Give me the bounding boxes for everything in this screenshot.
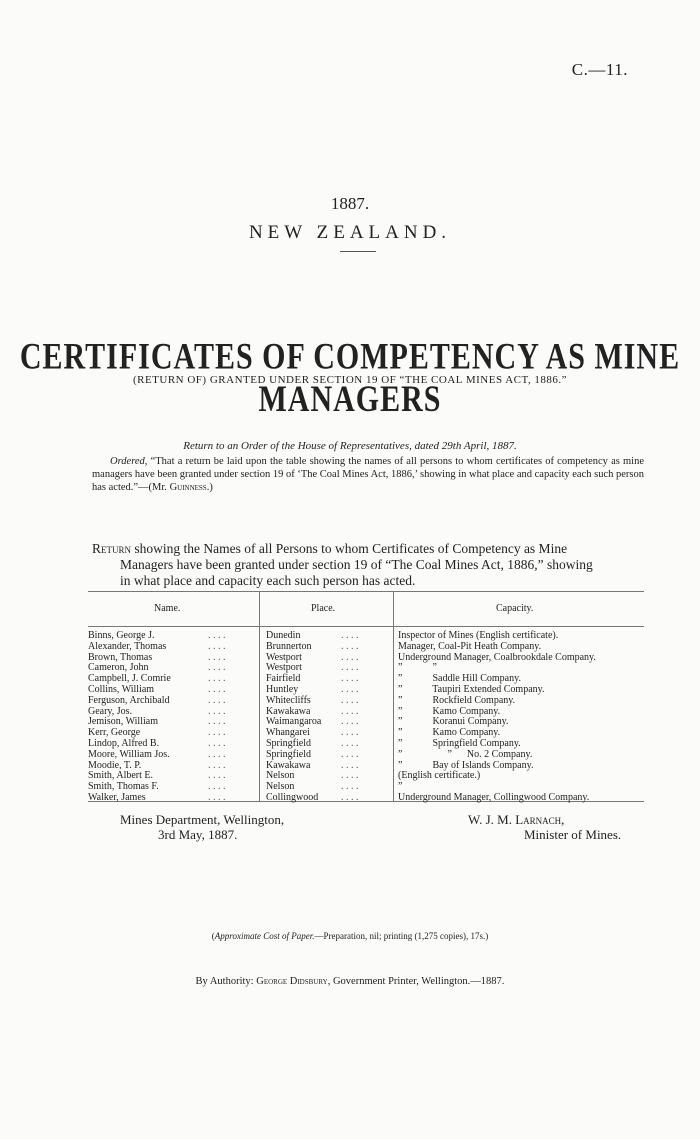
- table-cell-place: Kawakawa: [266, 759, 311, 771]
- signer-name: W. J. M. Larnach,: [468, 812, 565, 827]
- leader-dots: . . . .: [341, 694, 359, 706]
- leader-dots: . . . .: [341, 791, 359, 803]
- table-cell-capacity: ” Saddle Hill Company.: [398, 673, 521, 685]
- table-cell-name: Jemison, William: [88, 716, 158, 728]
- leader-dots: . . . .: [341, 662, 359, 674]
- table-cell-name: Smith, Thomas F.: [88, 781, 159, 793]
- table-cell-place: Huntley: [266, 683, 299, 695]
- leader-dots: . . . .: [208, 737, 226, 749]
- return-lead: Return: [92, 541, 132, 556]
- return-heading: [92, 541, 644, 589]
- ordered-word: Ordered,: [110, 456, 148, 467]
- return-line-2: Managers have been granted under section 19 of “The Coal Mines Act, 1886,” showing: [120, 557, 593, 572]
- cost-note: (Approximate Cost of Paper.—Preparation, nil; printing (1,275 copies), 17s.): [211, 931, 489, 941]
- table-cell-name: Cameron, John: [88, 662, 149, 674]
- table-cell-name: Alexander, Thomas: [88, 640, 167, 652]
- table-cell-name: Collins, William: [88, 683, 155, 695]
- table-cell-place: Brunnerton: [266, 640, 312, 652]
- return-line-1: showing the Names of all Persons to whom Certificates of Competency as Mine: [134, 541, 568, 556]
- table-cell-place: Springfield: [266, 737, 311, 749]
- leader-dots: . . . .: [341, 640, 359, 652]
- table-cell-name: Walker, James: [88, 791, 146, 803]
- order-heading: Return to an Order of the House of Representatives, dated 29th April, 1887.: [183, 440, 517, 452]
- return-line-3: in what place and capacity each such person has acted.: [120, 573, 416, 588]
- page-subtitle: (RETURN OF) GRANTED UNDER SECTION 19 OF “THE COAL MINES ACT, 1886.”: [132, 374, 568, 386]
- page-title: CERTIFICATES OF COMPETENCY AS MINE MANAGERS: [19, 336, 681, 420]
- leader-dots: . . . .: [208, 640, 226, 652]
- imprint-suffix: Government Printer, Wellington.—1887.: [332, 976, 505, 987]
- leader-dots: . . . .: [208, 683, 226, 695]
- leader-dots: . . . .: [341, 630, 359, 641]
- leader-dots: . . . .: [208, 759, 226, 771]
- leader-dots: . . . .: [208, 694, 226, 706]
- order-member: Guinness.): [169, 482, 213, 493]
- date-line: 3rd May, 1887.: [158, 827, 238, 842]
- leader-dots: . . . .: [208, 630, 226, 641]
- leader-dots: . . . .: [341, 705, 359, 717]
- table-cell-name: Binns, George J.: [88, 630, 155, 641]
- leader-dots: . . . .: [208, 781, 226, 793]
- place-leaders: [341, 631, 359, 804]
- signer-title: Minister of Mines.: [524, 827, 622, 842]
- year: 1887.: [330, 194, 370, 213]
- country: NEW ZEALAND.: [248, 222, 452, 243]
- table-cell-place: Dunedin: [266, 630, 301, 641]
- cost-text: —Preparation, nil; printing (1,275 copies), 17s.: [314, 931, 486, 941]
- table-cell-place: Collingwood: [266, 791, 319, 803]
- column-header-place: Place.: [311, 603, 336, 614]
- cost-label: Approximate Cost of Paper.: [214, 931, 315, 941]
- table-cell-place: Springfield: [266, 748, 311, 760]
- name-column: [88, 631, 171, 804]
- leader-dots: . . . .: [208, 716, 226, 728]
- column-header-name: Name.: [154, 603, 181, 614]
- divider: [340, 251, 376, 252]
- table-cell-place: Westport: [266, 662, 302, 674]
- leader-dots: . . . .: [208, 727, 226, 739]
- signer-block: [468, 812, 621, 842]
- leader-dots: . . . .: [208, 705, 226, 717]
- leader-dots: . . . .: [208, 662, 226, 674]
- table-cell-capacity: Underground Manager, Coalbrookdale Company.: [398, 651, 596, 663]
- leader-dots: . . . .: [341, 683, 359, 695]
- table-top-rule: [88, 591, 644, 592]
- table-cell-capacity: Underground Manager, Collingwood Company.: [398, 791, 590, 803]
- imprint-prefix: By Authority:: [195, 976, 254, 987]
- table-cell-name: Lindop, Alfred B.: [88, 737, 160, 749]
- table-cell-name: Smith, Albert E.: [88, 770, 153, 782]
- table-cell-capacity: ” ” No. 2 Company.: [398, 748, 533, 760]
- leader-dots: . . . .: [341, 651, 359, 663]
- table-cell-capacity: ” ”: [398, 662, 437, 674]
- table-cell-place: Westport: [266, 651, 302, 663]
- table-cell-capacity: ” Kamo Company.: [398, 727, 501, 739]
- order-body: “That a return be laid upon the table showing the names of all persons to whom certificates of competency as mine managers have been granted under section 19 of ‘The Coal Mines Act, 1886,’ showing in what place and capacity each such person has acted.”—(Mr.: [92, 456, 645, 493]
- table-cell-capacity: (English certificate.): [398, 770, 481, 782]
- table-cell-capacity: ” Taupiri Extended Company.: [398, 683, 545, 695]
- table-cell-place: Kawakawa: [266, 705, 311, 717]
- table-cell-name: Moodie, T. P.: [88, 759, 142, 771]
- name-leaders: [208, 631, 226, 804]
- leader-dots: . . . .: [341, 727, 359, 739]
- table-cell-place: Fairfield: [266, 673, 301, 685]
- leader-dots: . . . .: [341, 770, 359, 782]
- table-cell-name: Campbell, J. Comrie: [88, 673, 171, 685]
- leader-dots: . . . .: [208, 791, 226, 803]
- leader-dots: . . . .: [341, 748, 359, 760]
- table-cell-capacity: Inspector of Mines (English certificate).: [398, 630, 559, 641]
- table-cell-capacity: ” Kamo Company.: [398, 705, 501, 717]
- table-cell-place: Nelson: [266, 770, 295, 782]
- table-cell-place: Whitecliffs: [266, 694, 311, 706]
- leader-dots: . . . .: [341, 673, 359, 685]
- document-reference: C.—11.: [571, 60, 628, 79]
- table-cell-capacity: ” Rockfield Company.: [398, 694, 516, 706]
- leader-dots: . . . .: [208, 651, 226, 663]
- table-cell-name: Moore, William Jos.: [88, 748, 170, 760]
- printer-imprint: [0, 976, 700, 987]
- leader-dots: . . . .: [341, 759, 359, 771]
- leader-dots: . . . .: [208, 673, 226, 685]
- table-cell-capacity: ” Bay of Islands Company.: [398, 759, 534, 771]
- table-cell-capacity: Manager, Coal-Pit Heath Company.: [398, 640, 542, 652]
- table-cell-place: Waimangaroa: [266, 716, 322, 728]
- table-cell-name: Kerr, George: [88, 727, 141, 739]
- table-column-divider: [259, 591, 260, 802]
- table-cell-name: Brown, Thomas: [88, 651, 153, 663]
- table-cell-name: Geary, Jos.: [88, 705, 133, 717]
- imprint-printer: George Didsbury,: [256, 976, 331, 987]
- leader-dots: . . . .: [208, 770, 226, 782]
- place-column: [266, 631, 321, 804]
- leader-dots: . . . .: [341, 716, 359, 728]
- table-column-divider: [393, 591, 394, 802]
- table-cell-capacity: ” Springfield Company.: [398, 737, 521, 749]
- department-block: [120, 812, 284, 842]
- column-header-capacity: Capacity.: [496, 603, 534, 614]
- leader-dots: . . . .: [208, 748, 226, 760]
- capacity-column: [398, 631, 596, 804]
- table-header-rule: [88, 626, 644, 627]
- table-cell-place: Whangarei: [266, 727, 310, 739]
- table-cell-place: Nelson: [266, 781, 295, 793]
- order-text: [92, 455, 644, 494]
- table-cell-capacity: ”: [398, 781, 403, 793]
- leader-dots: . . . .: [341, 781, 359, 793]
- leader-dots: . . . .: [341, 737, 359, 749]
- department-line: Mines Department, Wellington,: [120, 812, 285, 827]
- table-cell-name: Ferguson, Archibald: [88, 694, 170, 706]
- table-cell-capacity: ” Koranui Company.: [398, 716, 509, 728]
